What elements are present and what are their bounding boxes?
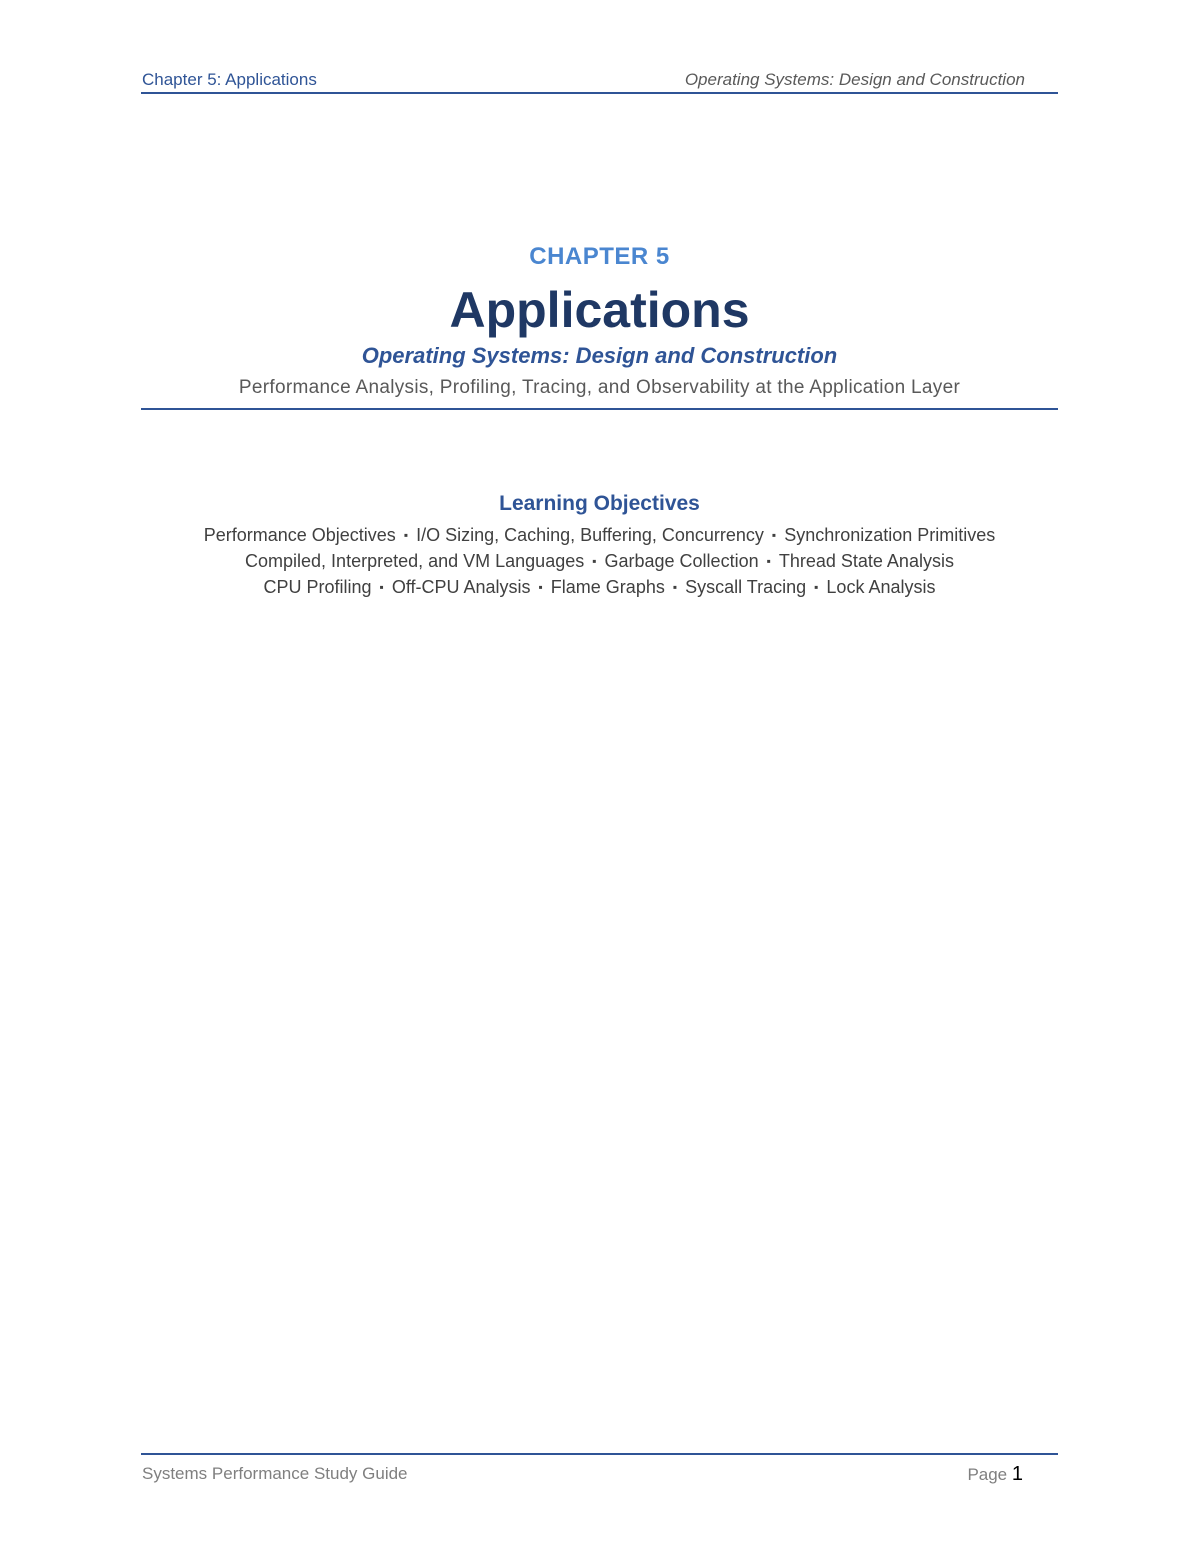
objectives-heading: Learning Objectives	[499, 492, 700, 515]
page-footer	[141, 1453, 1058, 1485]
objective-item: Syscall Tracing	[685, 577, 807, 597]
page-header	[141, 68, 1058, 94]
bullet-separator-icon: ▪	[672, 580, 678, 594]
bullet-separator-icon: ▪	[403, 528, 409, 542]
objective-item: Performance Objectives	[203, 525, 396, 545]
footer-page-label: Page	[967, 1465, 1008, 1484]
objectives-line	[141, 522, 1058, 548]
objective-item: Synchronization Primitives	[784, 525, 996, 545]
objectives-line	[141, 574, 1058, 600]
objective-item: Garbage Collection	[604, 551, 759, 571]
chapter-label: CHAPTER 5	[529, 243, 670, 270]
chapter-subtitle: Performance Analysis, Profiling, Tracing, and Observability at the Application Layer	[238, 377, 961, 398]
footer-page	[967, 1463, 1023, 1486]
learning-objectives	[141, 490, 1058, 600]
header-chapter-name: Chapter 5: Applications	[142, 70, 317, 89]
title-block	[141, 240, 1058, 400]
objective-item: CPU Profiling	[263, 577, 372, 597]
book-title: Operating Systems: Design and Construction	[361, 343, 838, 368]
objectives-list	[141, 522, 1058, 600]
bullet-separator-icon: ▪	[592, 554, 597, 568]
header-book-title: Operating Systems: Design and Construction	[684, 70, 1025, 89]
objective-item: Lock Analysis	[826, 577, 936, 597]
bullet-separator-icon: ▪	[379, 580, 384, 594]
bullet-separator-icon: ▪	[766, 554, 771, 568]
objective-item: Off-CPU Analysis	[391, 577, 531, 597]
title-divider	[141, 408, 1058, 410]
objective-item: Thread State Analysis	[778, 551, 954, 571]
bullet-separator-icon: ▪	[538, 580, 543, 594]
objectives-line	[141, 548, 1058, 574]
bullet-separator-icon: ▪	[771, 528, 777, 542]
footer-page-number: 1	[1011, 1463, 1023, 1485]
chapter-title: Applications	[449, 282, 750, 338]
bullet-separator-icon: ▪	[814, 580, 819, 594]
footer-guide-title: Systems Performance Study Guide	[142, 1464, 408, 1483]
objective-item: Compiled, Interpreted, and VM Languages	[245, 551, 585, 571]
objective-item: I/O Sizing, Caching, Buffering, Concurrency	[416, 525, 764, 545]
objective-item: Flame Graphs	[550, 577, 665, 597]
